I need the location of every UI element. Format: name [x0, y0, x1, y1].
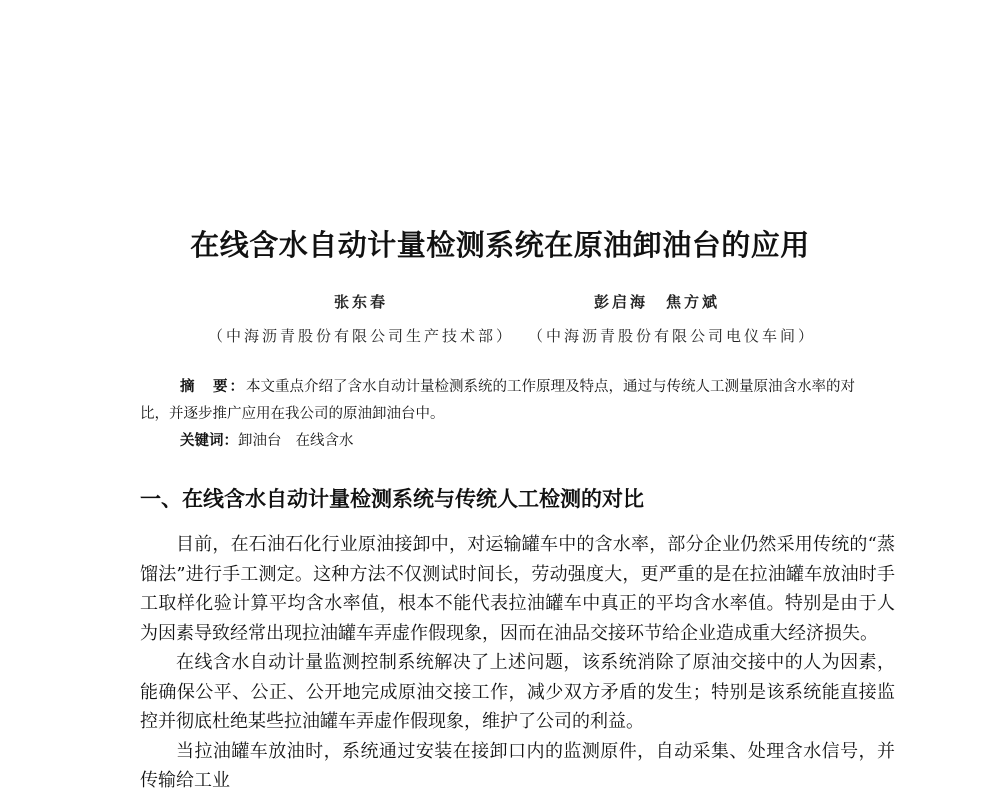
abstract-label: 摘 要： — [180, 379, 246, 395]
keywords-label: 关键词： — [180, 433, 238, 449]
paper-title: 在线含水自动计量检测系统在原油卸油台的应用 — [190, 228, 810, 262]
author-name-1: 张东春 — [334, 293, 389, 311]
keyword-1: 卸油台 — [238, 433, 282, 449]
abstract-text: 本文重点介绍了含水自动计量检测系统的工作原理及特点，通过与传统人工测量原油含水率的对比，并逐步推广应用在我公司的原油卸油台中。 — [140, 379, 855, 422]
affiliation-2: （中海沥青股份有限公司电仪车间） — [528, 327, 817, 345]
author-names-2 — [594, 291, 720, 312]
affiliation-1: （中海沥青股份有限公司生产技术部） — [208, 327, 515, 345]
author-name-2b: 焦方斌 — [666, 293, 721, 311]
affiliations — [208, 325, 816, 346]
keyword-2: 在线含水 — [295, 433, 354, 449]
abstract — [140, 374, 880, 428]
body-paragraph-2: 在线含水自动计量监测控制系统解决了上述问题，该系统消除了原油交接中的人为因素，能确保公平、公正、公开地完成原油交接工作，减少双方矛盾的发生；特别是该系统能直接监控并彻底杜绝某些拉油罐车弄虚作假现象，维护了公司的利益。 — [140, 652, 895, 732]
keywords — [180, 429, 354, 450]
section-body — [140, 530, 895, 796]
author-name-2a: 彭启海 — [594, 293, 649, 311]
body-paragraph-3: 当拉油罐车放油时，系统通过安装在接卸口内的监测原件，自动采集、处理含水信号，并传输给工业 — [140, 740, 895, 791]
body-paragraph-1: 目前，在石油石化行业原油接卸中，对运输罐车中的含水率，部分企业仍然采用传统的“蒸馏法”进行手工测定。这种方法不仅测试时间长，劳动强度大，更严重的是在拉油罐车放油时手工取样化验计算平均含水率值，根本不能代表拉油罐车中真正的平均含水率值。特别是由于人为因素导致经常出现拉油罐车弄虚作假现象，因而在油品交接环节给企业造成重大经济损失。 — [140, 534, 895, 644]
section-heading: 一、在线含水自动计量检测系统与传统人工检测的对比 — [140, 487, 644, 511]
